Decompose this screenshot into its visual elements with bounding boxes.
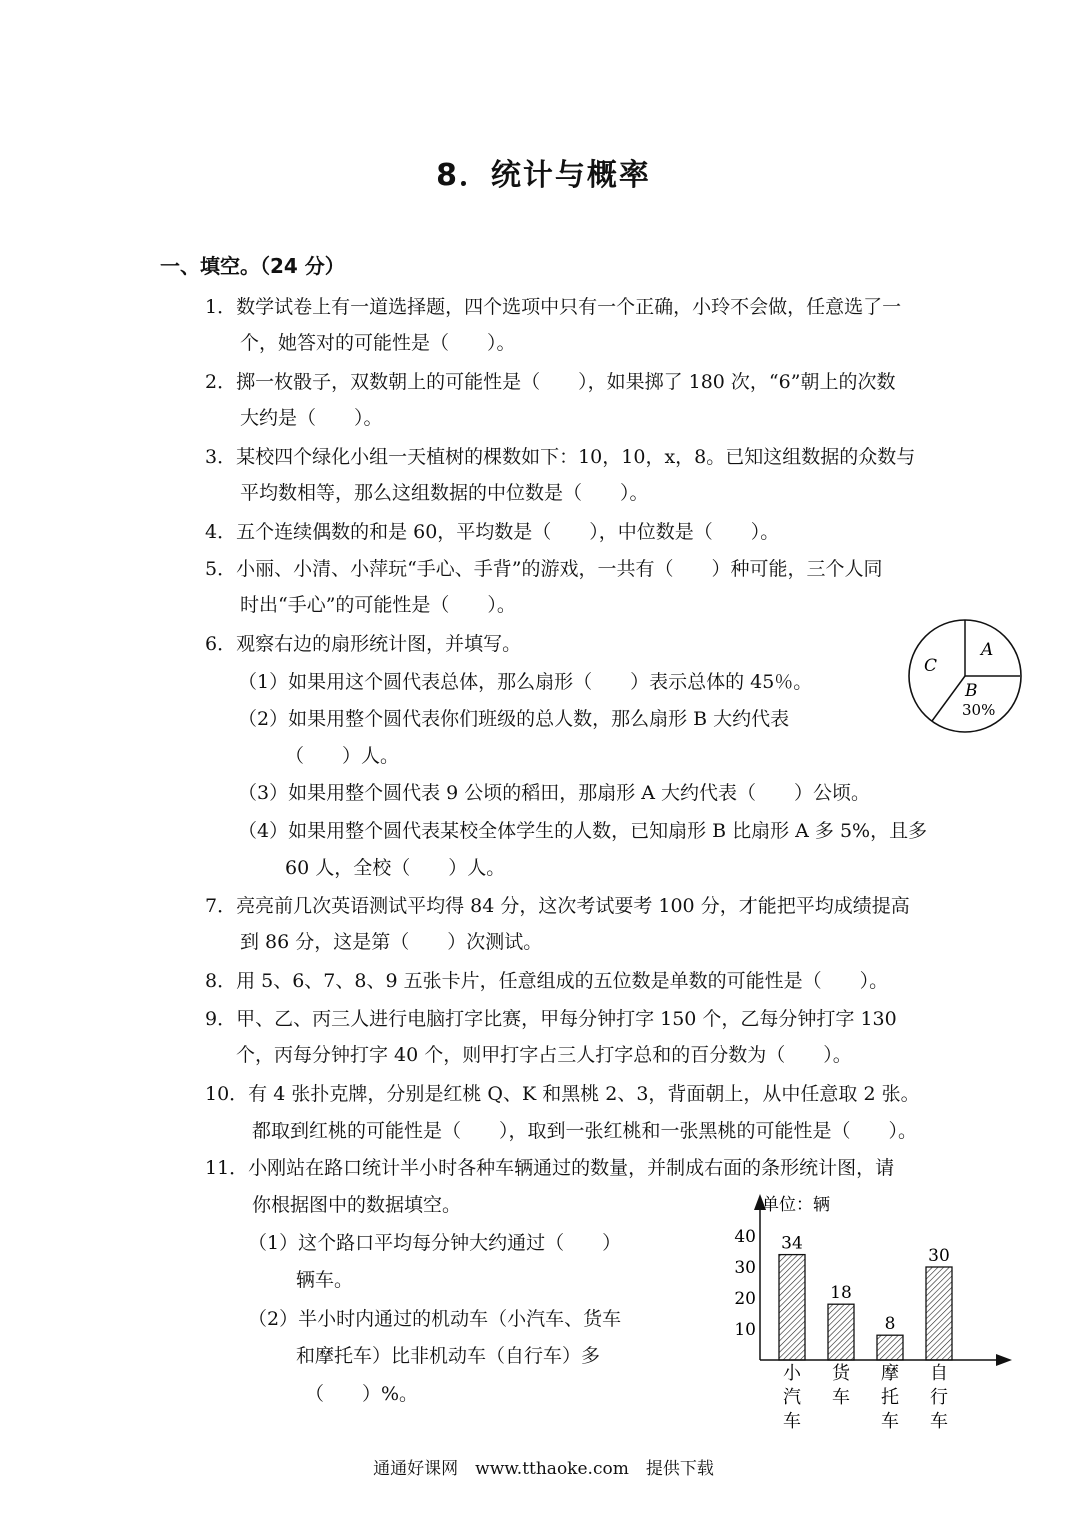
question-2-line-2: 大约是（ ）。 [240,407,383,429]
question-11-part-1b: 辆车。 [296,1269,354,1291]
question-8: 8．用 5、6、7、8、9 五张卡片，任意组成的五位数是单数的可能性是（ ）。 [205,970,889,992]
x-category-label: 货 [832,1363,850,1384]
x-category-label: 摩 [881,1363,899,1384]
bar-value-label: 8 [884,1314,896,1335]
pie-label-b-percent: 30% [962,701,996,719]
x-category-label: 小 [783,1363,801,1384]
x-axis-arrow [996,1354,1012,1366]
bar-3 [877,1335,903,1360]
question-11-part-1: （1）这个路口平均每分钟大约通过（ ） [248,1232,622,1254]
x-category-label: 车 [881,1411,899,1432]
question-1-line-2: 个，她答对的可能性是（ ）。 [240,332,516,354]
question-11-line-1: 11．小刚站在路口统计半小时各种车辆通过的数量，并制成右面的条形统计图，请 [205,1157,895,1179]
pie-label-b: B [965,681,978,701]
question-6-part-4: （4）如果用整个圆代表某校全体学生的人数，已知扇形 B 比扇形 A 多 5%，且多 [238,820,928,842]
question-3-line-1: 3．某校四个绿化小组一天植树的棵数如下：10，10，x，8。已知这组数据的众数与 [205,446,916,468]
pie-label-a: A [981,640,994,660]
bar-4 [926,1267,952,1360]
footer-source: 通通好课网 www.tthaoke.com 提供下载 [373,1459,714,1479]
question-3-line-2: 平均数相等，那么这组数据的中位数是（ ）。 [240,482,649,504]
question-7-line-2: 到 86 分，这是第（ ）次测试。 [240,931,543,953]
y-tick-label: 40 [734,1227,756,1247]
x-category-label: 行 [930,1387,948,1408]
section-heading: 一、填空。（24 分） [160,254,345,278]
x-category-label: 汽 [783,1387,801,1408]
question-10-line-1: 10．有 4 张扑克牌，分别是红桃 Q、K 和黑桃 2、3，背面朝上，从中任意取 2 张。 [205,1083,920,1105]
y-tick-label: 30 [734,1258,756,1278]
question-6-part-4b: 60 人，全校（ ）人。 [285,857,506,879]
bar-value-label: 30 [928,1246,950,1266]
chart-unit-label: 单位：辆 [762,1195,830,1215]
pie-chart [904,615,1026,737]
pie-label-c: C [924,656,938,676]
question-11-line-2: 你根据图中的数据填空。 [252,1194,462,1216]
question-11-part-2: （2）半小时内通过的机动车（小汽车、货车 [248,1308,622,1330]
question-1-line-1: 1．数学试卷上有一道选择题，四个选项中只有一个正确，小玲不会做，任意选了一 [205,296,902,318]
x-category-label: 车 [832,1387,850,1408]
question-9-line-2: 个，丙每分钟打字 40 个，则甲打字占三人打字总和的百分数为（ ）。 [236,1044,852,1066]
x-category-label: 车 [930,1411,948,1432]
x-category-label: 车 [783,1411,801,1432]
question-6-part-1: （1）如果用这个圆代表总体，那么扇形（ ）表示总体的 45％。 [238,671,813,693]
question-6-intro: 6．观察右边的扇形统计图，并填写。 [205,633,522,655]
question-11-part-2c: （ ）%。 [305,1383,419,1405]
question-6-part-3: （3）如果用整个圆代表 9 公顷的稻田，那扇形 A 大约代表（ ）公顷。 [238,782,871,804]
bar-2 [828,1304,854,1360]
question-9-line-1: 9．甲、乙、丙三人进行电脑打字比赛，甲每分钟打字 150 个，乙每分钟打字 130 [205,1008,897,1030]
y-tick-label: 10 [734,1320,756,1340]
question-11-part-2b: 和摩托车）比非机动车（自行车）多 [296,1345,601,1367]
bar-value-label: 34 [781,1233,803,1254]
question-5-line-2: 时出“手心”的可能性是（ ）。 [240,594,516,616]
bar-chart [700,1188,1020,1438]
y-tick-label: 20 [734,1289,756,1309]
question-10-line-2: 都取到红桃的可能性是（ ），取到一张红桃和一张黑桃的可能性是（ ）。 [252,1120,918,1142]
question-6-part-2: （2）如果用整个圆代表你们班级的总人数，那么扇形 B 大约代表 [238,708,790,730]
x-category-label: 自 [930,1363,948,1384]
question-2-line-1: 2．掷一枚骰子，双数朝上的可能性是（ ），如果掷了 180 次，“6”朝上的次数 [205,371,896,393]
question-7-line-1: 7．亮亮前几次英语测试平均得 84 分，这次考试要考 100 分，才能把平均成绩提高 [205,895,910,917]
x-category-label: 托 [881,1387,899,1408]
question-4: 4．五个连续偶数的和是 60，平均数是（ ），中位数是（ ）。 [205,521,780,543]
page-title: 8．统计与概率 [436,158,651,193]
question-6-part-2b: （ ）人。 [285,745,400,767]
bar-value-label: 18 [830,1283,852,1304]
bar-1 [779,1255,805,1360]
question-5-line-1: 5．小丽、小清、小萍玩“手心、手背”的游戏，一共有（ ）种可能，三个人同 [205,558,883,580]
